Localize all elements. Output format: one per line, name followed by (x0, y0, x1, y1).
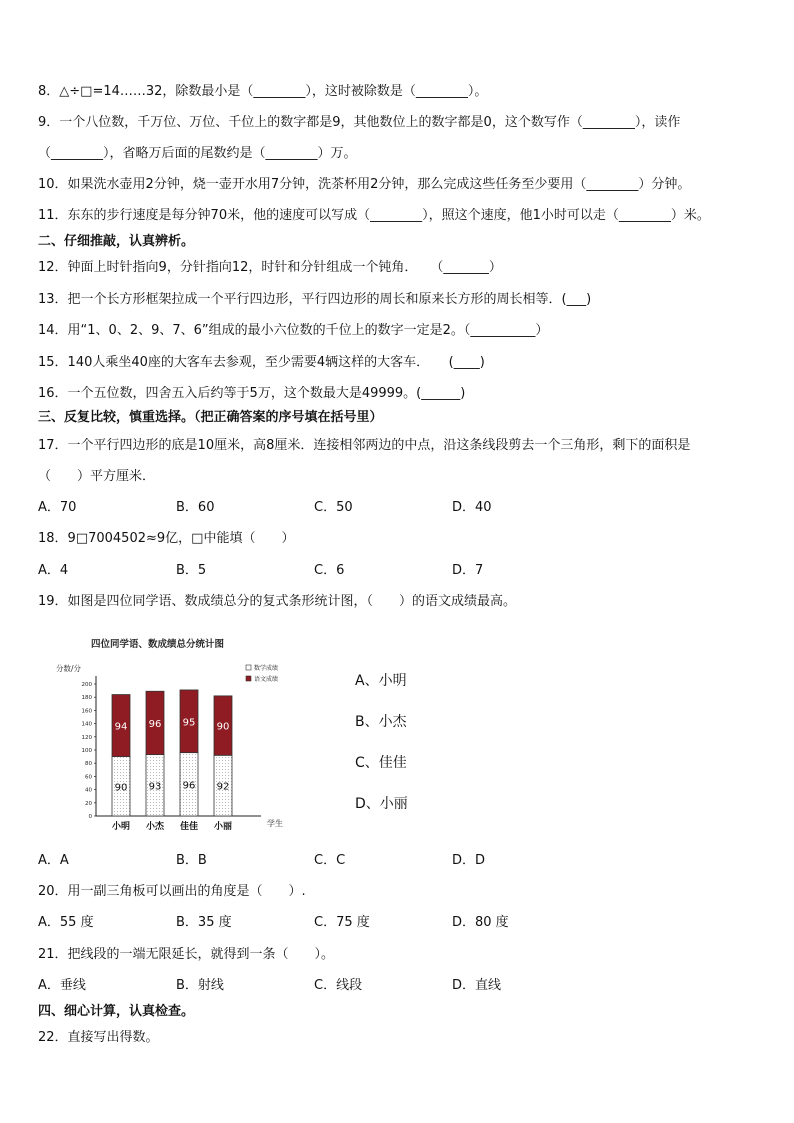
bar-chart (56, 636, 300, 836)
chart-x-axis-label: 学生 (267, 819, 283, 828)
question-8: 8．△÷□=14……32，除数最小是（________），这时被除数是（________）。 (38, 84, 488, 99)
data-label-chinese-1: 96 (148, 718, 162, 730)
data-label-math-0: 90 (114, 782, 128, 794)
question-19: 19．如图是四位同学语、数成绩总分的复式条形统计图，（ ）的语文成绩最高。 (38, 594, 517, 609)
data-label-chinese-0: 94 (114, 721, 128, 733)
chart-y-tick-label: 120 (81, 734, 92, 741)
question-12: 12．钟面上时针指向9，分针指向12，时针和分针组成一个钝角． （_______） (38, 260, 502, 275)
q20-option-d: D．80 度 (452, 915, 509, 930)
chart-category-label-2: 佳佳 (179, 822, 199, 832)
chart-y-tick-label: 20 (85, 800, 92, 807)
q19-option-d: D．D (452, 853, 486, 868)
question-20: 20．用一副三角板可以画出的角度是（ ）. (38, 884, 306, 899)
figure-choice-c: C、佳佳 (355, 755, 407, 771)
question-16: 16．一个五位数，四舍五入后约等于5万，这个数最大是49999。(______) (38, 386, 466, 401)
q21-option-d: D．直线 (452, 978, 502, 993)
section-2-heading: 二、仔细推敲，认真辨析。 (38, 234, 195, 249)
q18-option-a: A．4 (38, 563, 69, 578)
section-4-heading: 四、细心计算，认真检查。 (38, 1004, 195, 1019)
question-21: 21．把线段的一端无限延长，就得到一条（ ）。 (38, 947, 335, 962)
question-13: 13．把一个长方形框架拉成一个平行四边形，平行四边形的周长和原来长方形的周长相等．(___) (38, 292, 592, 307)
q17-option-d: D．40 (452, 500, 492, 515)
data-label-chinese-3: 90 (216, 721, 230, 733)
q19-option-c: C．C (314, 853, 346, 868)
question-15: 15．140人乘坐40座的大客车去参观，至少需要4辆这样的大客车． (____) (38, 355, 485, 370)
q21-option-c: C．线段 (314, 978, 363, 993)
question-9-line1: 9．一个八位数，千万位、万位、千位上的数字都是9，其他数位上的数字都是0，这个数写作（________），读作 (38, 115, 681, 130)
chart-y-tick-label: 200 (81, 682, 92, 688)
data-label-chinese-2: 95 (182, 717, 196, 729)
q17-option-c: C．50 (314, 500, 353, 515)
chart-category-label-0: 小明 (111, 822, 131, 832)
question-9-line2: （________），省略万后面的尾数约是（________）万。 (38, 146, 357, 161)
section-3-heading: 三、反复比较，慎重选择。（把正确答案的序号填在括号里） (38, 410, 383, 425)
legend-label-math: 数学成绩 (254, 665, 279, 672)
q19-option-b: B．B (176, 853, 207, 868)
legend-swatch-math (246, 665, 251, 670)
question-17-line2: （ ）平方厘米． (38, 469, 156, 484)
q20-option-c: C．75 度 (314, 915, 370, 930)
q19-option-a: A．A (38, 853, 69, 868)
question-14: 14．用“1、0、2、9、7、6”组成的最小六位数的千位上的数字一定是2。（__________） (38, 323, 549, 338)
chart-category-label-3: 小丽 (213, 822, 233, 832)
q17-option-b: B．60 (176, 500, 215, 515)
chart-y-tick-label: 160 (81, 708, 92, 715)
chart-y-tick-label: 0 (88, 814, 92, 820)
figure-choice-d: D、小丽 (355, 796, 408, 812)
chart-title: 四位同学语、数成绩总分统计图 (91, 639, 225, 650)
chart-category-label-1: 小杰 (145, 822, 165, 832)
q20-option-b: B．35 度 (176, 915, 232, 930)
chart-y-tick-label: 80 (85, 761, 92, 768)
chart-y-tick-label: 100 (81, 748, 92, 754)
data-label-math-1: 93 (148, 781, 162, 793)
chart-y-axis-label: 分数/分 (56, 664, 82, 673)
q21-option-a: A．垂线 (38, 978, 86, 993)
chart-y-tick-label: 60 (85, 774, 92, 781)
q17-option-a: A．70 (38, 500, 77, 515)
q18-option-c: C．6 (314, 563, 345, 578)
question-10: 10．如果洗水壶用2分钟，烧一壶开水用7分钟，洗茶杯用2分钟，那么完成这些任务至少要用（________）分钟。 (38, 177, 691, 192)
question-11: 11．东东的步行速度是每分钟70米，他的速度可以写成（________），照这个速度，他1小时可以走（________）米。 (38, 208, 710, 223)
chart-y-tick-label: 180 (81, 695, 92, 702)
figure-choice-a: A、小明 (355, 673, 407, 689)
q20-option-a: A．55 度 (38, 915, 94, 930)
figure-choice-b: B、小杰 (355, 714, 407, 730)
data-label-math-2: 96 (182, 780, 196, 792)
q21-option-b: B．射线 (176, 978, 224, 993)
data-label-math-3: 92 (216, 781, 230, 793)
chart-y-tick-label: 40 (85, 787, 92, 794)
question-22: 22．直接写出得数。 (38, 1030, 159, 1045)
q18-option-d: D．7 (452, 563, 484, 578)
question-17-line1: 17．一个平行四边形的底是10厘米，高8厘米．连接相邻两边的中点，沿这条线段剪去一个三角形，剩下的面积是 (38, 438, 691, 453)
legend-label-chinese: 语文成绩 (254, 676, 279, 683)
q18-option-b: B．5 (176, 563, 207, 578)
chart-y-tick-label: 140 (81, 721, 92, 728)
legend-swatch-chinese (246, 676, 251, 681)
question-18: 18．9□7004502≈9亿，□中能填（ ） (38, 531, 295, 546)
